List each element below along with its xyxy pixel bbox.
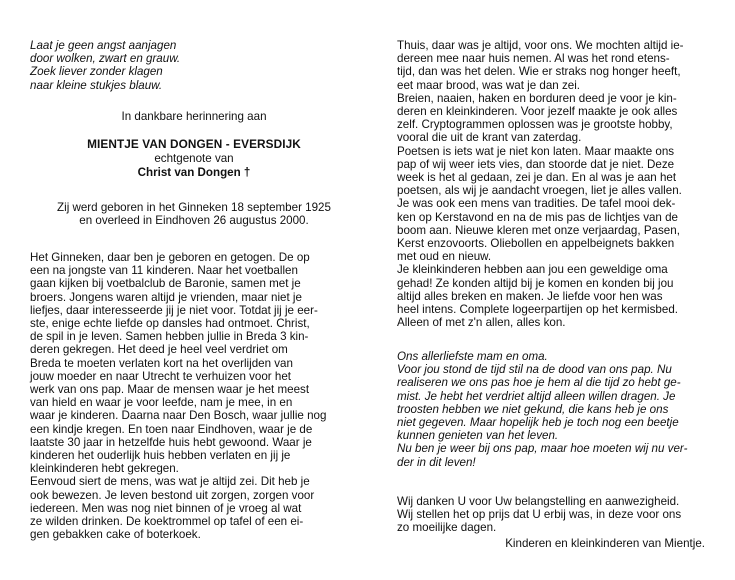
text-line: laatste 30 jaar in hetzelfde huis hebt gewoond. Waar je [30, 435, 312, 449]
farewell-message [397, 350, 708, 469]
text-line: Kerst enzovoorts. Oliebollen en appelbeignets bakken [397, 237, 675, 251]
text-line: heel intens. Complete logeerpartijen op het kermisbed. [397, 303, 678, 317]
poem-line: door wolken, zwart en grauw. [30, 52, 181, 66]
poem-line: naar kleine stukjes blauw. [30, 78, 163, 92]
text-line: Het Ginneken, daar ben je geboren en getogen. De op [30, 251, 310, 264]
text-line: der in dit leven! [397, 455, 476, 469]
text-line: met oud en nieuw. [397, 250, 492, 264]
text-line: troosten hebben we niet gekund, die kans heb je ons [397, 402, 669, 416]
text-line: Thuis, daar was je altijd, voor ons. We mochten altijd ie- [397, 39, 684, 52]
text-line: ken op Kerstavond en na de mis pas de lichtjes van de [397, 210, 679, 224]
text-line: deren en kleinkinderen. Voor jezelf maakte je ook alles [397, 105, 678, 119]
birth-line: Zij werd geboren in het Ginneken 18 september 1925 [57, 201, 331, 214]
text-line: jouw moeder en naar Utrecht te verhuizen voor het [30, 369, 292, 383]
text-line: poetsen, als wij je aandacht vroegen, liet je alles vallen. [397, 184, 682, 198]
text-line: waar je kinderen. Daarna naar Den Bosch, waar jullie nog [30, 409, 327, 423]
text-line: een na jongste van 11 kinderen. Naar het voetballen [30, 264, 298, 278]
text-line: ze wilden drinken. De koektrommel op tafel of een ei- [30, 515, 304, 529]
text-line: ook bewezen. Je leven bestond uit zorgen, zorgen voor [30, 488, 315, 502]
text-line: vooral die uit de krant van zaterdag. [397, 131, 582, 145]
text-line: altijd alles breken en maken. Je liefde voor hen was [397, 289, 663, 303]
signature: Kinderen en kleinkinderen van Mientje. [505, 537, 705, 550]
text-line: Nu ben je weer bij ons pap, maar hoe moeten wij nu ver- [397, 442, 688, 456]
text-line: kinderen het ouderlijk huis hebben verlaten en jij je [30, 449, 291, 463]
text-line: een kindje kregen. En toen naar Eindhoven, waar je de [30, 422, 313, 436]
spouse-name: Christ van Dongen † [137, 166, 251, 179]
memorial-intro: In dankbare herinnering aan [121, 110, 267, 123]
poem-line: Laat je geen angst aanjagen [30, 39, 177, 52]
text-line: de spil in je leven. Samen hebben jullie in Breda 3 kin- [30, 330, 309, 344]
death-line: en overleed in Eindhoven 26 augustus 2000. [79, 214, 309, 227]
text-line: Voor jou stond de tijd stil na de dood van ons pap. Nu [397, 363, 672, 377]
text-line: gehad! Ze konden altijd bij je komen en konden bij jou [397, 276, 674, 290]
text-line: werk van ons pap. Maar de mensen waar je het meest [30, 383, 310, 397]
text-line: realiseren we ons pas hoe je hem al die tijd zo hebt ge- [397, 376, 681, 390]
text-line: Wij danken U voor Uw belangstelling en aanwezigheid. [397, 495, 680, 508]
text-line: eet maar brood, was wat je dan zei. [397, 78, 581, 92]
text-line: iedereen. Men was nog niet binnen of je vroeg al wat [30, 501, 302, 515]
text-line: van hield en waar je voor leefde, nam je mee, in en [30, 396, 293, 410]
text-line: zo moeilijke dagen. [397, 521, 497, 535]
text-line: mist. Je hebt het verdriet altijd alleen willen dragen. Je [397, 389, 676, 403]
text-line: deren gekregen. Het deed je heel veel verdriet om [30, 343, 288, 357]
spouse-label: echtgenote van [154, 152, 234, 165]
life-story-right [397, 39, 708, 329]
text-line: gen gebakken cake of boterkoek. [30, 528, 201, 542]
text-line: gaan kijken bij voetbalclub de Baronie, samen met je [30, 277, 301, 291]
text-line: Breda te moeten verlaten kort na het overlijden van [30, 356, 293, 370]
text-line: Poetsen is iets wat je niet kon laten. Maar maakte ons [397, 144, 675, 158]
opening-poem [30, 39, 350, 92]
text-line: Breien, naaien, haken en borduren deed je voor je kin- [397, 91, 677, 105]
text-line: kunnen genieten van het leven. [397, 429, 559, 443]
text-line: kleinkinderen hebt gekregen. [30, 462, 179, 476]
text-line: broers. Jongens waren altijd je vrienden, maar niet je [30, 290, 302, 304]
thanks-message [397, 495, 708, 535]
deceased-name: MIENTJE VAN DONGEN - EVERSDIJK [87, 137, 301, 151]
text-line: Je kleinkinderen hebben aan jou een geweldige oma [397, 263, 668, 277]
life-story-left [30, 251, 358, 541]
text-line: pap of wij weer iets vies, dan stoorde dat je niet. Deze [397, 157, 675, 171]
text-line: niet gegeven. Maar hopelijk heb je toch nog een beetje [397, 416, 679, 430]
text-line: zelf. Cryptogrammen oplossen was je grootste hobby, [397, 118, 673, 132]
text-line: ste, enige echte liefde op dansles had ontmoet. Christ, [30, 317, 310, 331]
text-line: week is het al gedaan, zei je dan. En al was je aan het [397, 171, 677, 185]
text-line: Wij stellen het op prijs dat U erbij was, in deze voor ons [397, 508, 682, 522]
text-line: Alleen of met z'n allen, alles kon. [397, 316, 566, 330]
text-line: Je was ook een mens van tradities. De tafel mooi dek- [397, 197, 676, 211]
text-line: boom aan. Nieuwe kleren met onze verjaardag, Pasen, [397, 223, 680, 237]
text-line: Eenvoud siert de mens, was wat je altijd zei. Dit heb je [30, 475, 310, 489]
poem-line: Zoek liever zonder klagen [30, 65, 163, 79]
text-line: liefjes, daar interesseerde jij je niet voor. Totdat jij je eer- [30, 303, 318, 317]
text-line: Ons allerliefste mam en oma. [397, 350, 548, 363]
text-line: dereen mee naar huis nemen. Al was het rond etens- [397, 52, 670, 66]
text-line: tijd, dan was het delen. Wie er straks nog honger heeft, [397, 65, 681, 79]
